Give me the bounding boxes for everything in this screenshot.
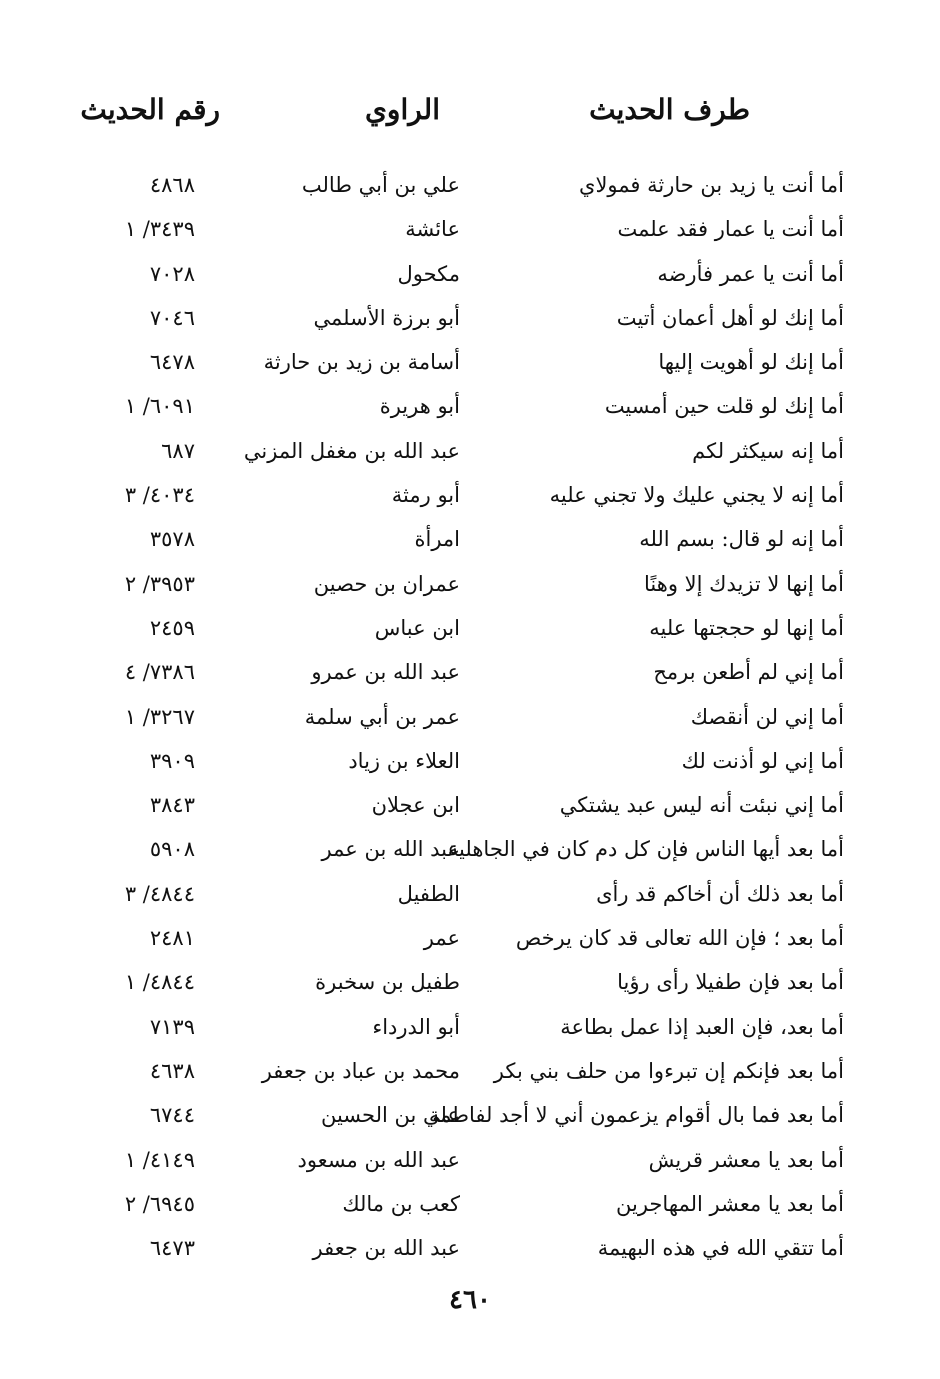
narrator-name: ابن عجلان: [371, 793, 460, 818]
hadith-number: ٣٥٧٨: [149, 527, 195, 552]
hadith-number: ٤٨٦٨: [149, 173, 195, 197]
hadith-number: ٦٤٧٨: [149, 350, 195, 375]
table-row: [0, 473, 940, 517]
hadith-phrase: أما بعد أيها الناس فإن كل دم كان في الجاهلية: [447, 837, 844, 862]
hadith-phrase: أما بعد يا معشر المهاجرين: [616, 1191, 844, 1216]
hadith-number: ٦٨٧: [161, 438, 195, 463]
hadith-phrase: أما إني لن أنقصك: [690, 704, 844, 729]
hadith-phrase: أما أنت يا عمار فقد علمت: [617, 217, 844, 242]
hadith-phrase: أما إني لو أذنت لك: [681, 748, 844, 773]
table-row: [0, 252, 940, 296]
narrator-name: العلاء بن زياد: [348, 748, 460, 773]
hadith-phrase: أما إنك لو أهويت إليها: [658, 350, 844, 375]
table-row: [0, 960, 940, 1004]
table-row: [0, 739, 940, 783]
hadith-number: ٧٠٢٨: [149, 261, 195, 286]
table-row: [0, 1093, 940, 1137]
hadith-phrase: أما إنك لو قلت حين أمسيت: [604, 394, 844, 419]
table-row: [0, 340, 940, 384]
narrator-name: كعب بن مالك: [342, 1191, 460, 1216]
hadith-phrase: أما بعد فما بال أقوام يزعمون أني لا أجد لفاطمة: [428, 1103, 844, 1128]
hadith-phrase: أما أنت يا عمر فأرضه: [657, 261, 844, 286]
narrator-name: أبو برزة الأسلمي: [313, 305, 460, 330]
narrator-name: عبد الله بن عمرو: [311, 660, 460, 685]
hadith-phrase: أما إنك لو أهل أعمان أتيت: [616, 305, 844, 330]
narrator-name: عائشة: [405, 217, 460, 242]
narrator-name: عبد الله بن مغفل المزني: [243, 438, 460, 463]
hadith-phrase: أما بعد ؛ فإن الله تعالى قد كان يرخص: [515, 926, 844, 951]
hadith-number: ٦٩٤٥/ ٢: [124, 1191, 195, 1216]
narrator-name: ابن عباس: [374, 615, 460, 640]
index-table: [0, 163, 940, 1270]
hadith-number: ٦٤٧٣: [149, 1236, 195, 1261]
table-row: [0, 207, 940, 251]
hadith-number: ٢٤٥٩: [149, 615, 195, 640]
hadith-phrase: أما تتقي الله في هذه البهيمة: [597, 1236, 844, 1261]
hadith-number: ٦٠٩١/ ١: [124, 394, 195, 419]
table-row: [0, 1182, 940, 1226]
hadith-phrase: أما بعد يا معشر قريش: [648, 1147, 844, 1172]
header-hadith-number: رقم الحديث: [80, 93, 220, 126]
hadith-number: ٣٩٥٣/ ٢: [124, 571, 195, 596]
column-headers: [0, 88, 940, 132]
hadith-phrase: أما إنها لا تزيدك إلا وهنًا: [644, 571, 844, 596]
hadith-phrase: أما إني لم أطعن برمح: [653, 660, 844, 685]
header-narrator: الراوي: [365, 93, 440, 126]
hadith-phrase: أما أنت يا زيد بن حارثة فمولاي: [579, 173, 844, 197]
narrator-name: عبد الله بن عمر: [321, 837, 460, 862]
narrator-name: أبو الدرداء: [372, 1014, 460, 1039]
table-row: [0, 1138, 940, 1182]
hadith-number: ٣٩٠٩: [149, 748, 195, 773]
narrator-name: الطفيل: [397, 881, 460, 906]
narrator-name: عبد الله بن مسعود: [297, 1147, 460, 1172]
hadith-phrase: أما بعد فإنكم إن تبرءوا من حلف بني بكر: [493, 1058, 844, 1083]
narrator-name: طفيل بن سخبرة: [315, 970, 460, 995]
table-row: [0, 429, 940, 473]
hadith-number: ٣٢٦٧/ ١: [124, 704, 195, 729]
hadith-number: ٧٣٨٦/ ٤: [124, 660, 195, 685]
table-row: [0, 695, 940, 739]
hadith-number: ٤٠٣٤/ ٣: [124, 483, 195, 508]
narrator-name: علي بن الحسين: [320, 1103, 460, 1128]
table-row: [0, 1049, 940, 1093]
hadith-number: ٤٦٣٨: [149, 1058, 195, 1083]
hadith-phrase: أما بعد، فإن العبد إذا عمل بطاعة: [560, 1014, 844, 1039]
table-row: [0, 517, 940, 561]
hadith-number: ٢٤٨١: [149, 926, 195, 951]
hadith-number: ٦٧٤٤: [149, 1103, 195, 1128]
hadith-number: ٤٨٤٤/ ١: [124, 970, 195, 995]
narrator-name: علي بن أبي طالب: [301, 173, 460, 197]
table-row: [0, 872, 940, 916]
table-row: [0, 384, 940, 428]
table-row: [0, 650, 940, 694]
hadith-phrase: أما بعد ذلك أن أخاكم قد رأى: [596, 881, 844, 906]
table-row: [0, 916, 940, 960]
table-row: [0, 562, 940, 606]
hadith-phrase: أما إني نبئت أنه ليس عبد يشتكي: [559, 793, 844, 818]
hadith-number: ٧١٣٩: [149, 1014, 195, 1039]
hadith-number: ٣٨٤٣: [149, 793, 195, 818]
hadith-phrase: أما إنه لا يجني عليك ولا تجني عليه: [549, 483, 844, 508]
narrator-name: مكحول: [397, 261, 460, 286]
hadith-number: ٤٨٤٤/ ٣: [124, 881, 195, 906]
page-number: ٤٦٠: [449, 1285, 491, 1315]
table-row: [0, 827, 940, 871]
narrator-name: أسامة بن زيد بن حارثة: [263, 350, 460, 375]
table-row: [0, 1226, 940, 1270]
narrator-name: امرأة: [414, 527, 460, 552]
narrator-name: عمر: [423, 926, 460, 951]
narrator-name: محمد بن عباد بن جعفر: [261, 1058, 460, 1083]
hadith-phrase: أما إنها لو حججتها عليه: [649, 615, 844, 640]
narrator-name: عمران بن حصين: [313, 571, 460, 596]
hadith-phrase: أما بعد فإن طفيلا رأى رؤيا: [617, 970, 844, 995]
narrator-name: عمر بن أبي سلمة: [304, 704, 460, 729]
narrator-name: عبد الله بن جعفر: [312, 1236, 460, 1261]
header-hadith-phrase: طرف الحديث: [589, 93, 750, 126]
narrator-name: أبو رمثة: [391, 483, 460, 508]
hadith-number: ٤١٤٩/ ١: [124, 1147, 195, 1172]
table-row: [0, 296, 940, 340]
hadith-phrase: أما إنه لو قال: بسم الله: [639, 527, 844, 552]
narrator-name: أبو هريرة: [379, 394, 460, 419]
hadith-number: ٥٩٠٨: [149, 837, 195, 862]
table-row: [0, 606, 940, 650]
hadith-number: ٣٤٣٩/ ١: [124, 217, 195, 242]
table-row: [0, 1005, 940, 1049]
table-row: [0, 163, 940, 207]
table-row: [0, 783, 940, 827]
hadith-number: ٧٠٤٦: [149, 305, 195, 330]
hadith-phrase: أما إنه سيكثر لكم: [692, 438, 844, 463]
